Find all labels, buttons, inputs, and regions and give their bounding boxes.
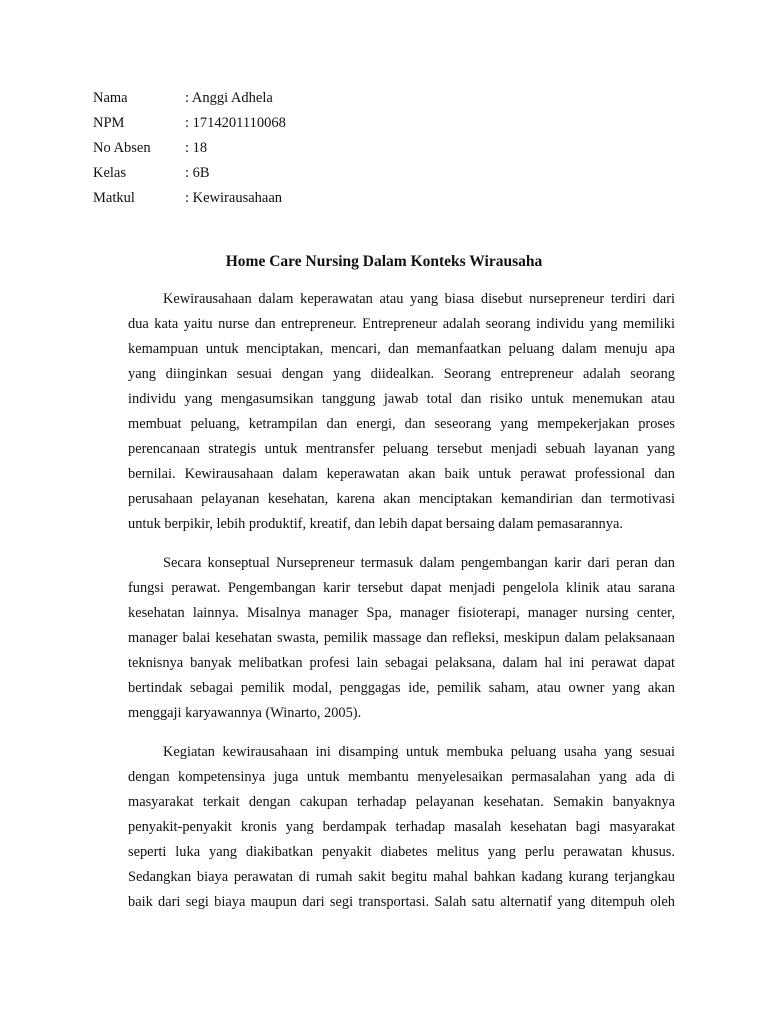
text-line: Kewirausahaan dalam keperawatan atau yang biasa disebut nursepreneur terdiri dari [163,291,675,307]
text-line: menggaji karyawannya (Winarto, 2005). [128,705,362,721]
text-line: perusahaan pelayanan kesehatan, karena akan menciptakan kemandirian dan termotivasi [128,491,675,507]
text-line: dua kata yaitu nurse dan entrepreneur. Entrepreneur adalah seorang individu yang memiliki [128,316,675,332]
text-line: kesehatan lainnya. Misalnya manager Spa, manager fisioterapi, manager nursing center, [128,605,675,621]
text-line: Kegiatan kewirausahaan ini disamping untuk membuka peluang usaha yang sesuai [163,744,675,760]
identity-label: Nama [93,90,128,106]
text-line: dengan kompetensinya juga untuk membantu menyelesaikan permasalahan yang ada di [128,769,675,785]
identity-row-kelas [93,161,286,186]
student-identity-block [93,86,286,211]
identity-row-no-absen [93,136,286,161]
paragraph-1 [93,287,675,537]
paragraph-2 [93,551,675,726]
text-line: perencanaan strategis untuk mentransfer peluang tersebut menjadi sebuah layanan yang [128,441,675,457]
document-body [93,287,675,929]
identity-label: No Absen [93,140,151,156]
text-line: Sedangkan biaya perawatan di rumah sakit begitu mahal bahkan kadang kurang terjangkau [128,869,675,885]
document-title: Home Care Nursing Dalam Konteks Wirausaha [225,253,543,270]
identity-value: : Anggi Adhela [185,90,273,106]
identity-label: NPM [93,115,125,131]
identity-value: : 18 [185,140,208,156]
text-line: Secara konseptual Nursepreneur termasuk dalam pengembangan karir dari peran dan [163,555,675,571]
text-line: individu yang mengasumsikan tanggung jawab total dan risiko untuk menemukan atau [128,391,675,407]
text-line: fungsi perawat. Pengembangan karir tersebut dapat menjadi pengelola klinik atau sarana [128,580,675,596]
text-line: bertindak sebagai pemilik modal, penggagas ide, pemilik saham, atau owner yang akan [128,680,675,696]
text-line: teknisnya banyak melibatkan profesi lain sebagai pelaksana, dalam hal ini perawat dapat [128,655,675,671]
paragraph-3 [93,740,675,915]
text-line: kemampuan untuk menciptakan, mencari, dan memanfaatkan peluang dalam menuju apa [128,341,675,357]
identity-row-matkul [93,186,286,211]
text-line: manager balai kesehatan swasta, pemilik massage dan refleksi, meskipun dalam pelaksanaan [128,630,675,646]
text-line: masyarakat terkait dengan cakupan terhadap pelayanan kesehatan. Semakin banyaknya [128,794,675,810]
identity-value: : 1714201110068 [185,115,286,131]
text-line: penyakit-penyakit kronis yang berdampak terhadap masalah kesehatan bagi masyarakat [128,819,675,835]
identity-value: : 6B [185,165,210,181]
identity-label: Matkul [93,190,135,206]
text-line: seperti luka yang diakibatkan penyakit diabetes melitus yang perlu perawatan khusus. [128,844,675,860]
text-line: bernilai. Kewirausahaan dalam keperawatan akan baik untuk perawat professional dan [128,466,675,482]
text-line: yang diinginkan sesuai dengan yang diidealkan. Seorang entrepreneur adalah seorang [128,366,675,382]
identity-label: Kelas [93,165,127,181]
text-line: baik dari segi biaya maupun dari segi transportasi. Salah satu alternatif yang ditempuh oleh [128,894,675,910]
text-line: untuk berpikir, lebih produktif, kreatif, dan lebih dapat bersaing dalam pemasarannya. [128,516,623,532]
identity-row-npm [93,111,286,136]
identity-value: : Kewirausahaan [185,190,283,206]
identity-row-nama [93,86,286,111]
text-line: membuat peluang, ketrampilan dan energi, dan seseorang yang mempekerjakan proses [128,416,675,432]
